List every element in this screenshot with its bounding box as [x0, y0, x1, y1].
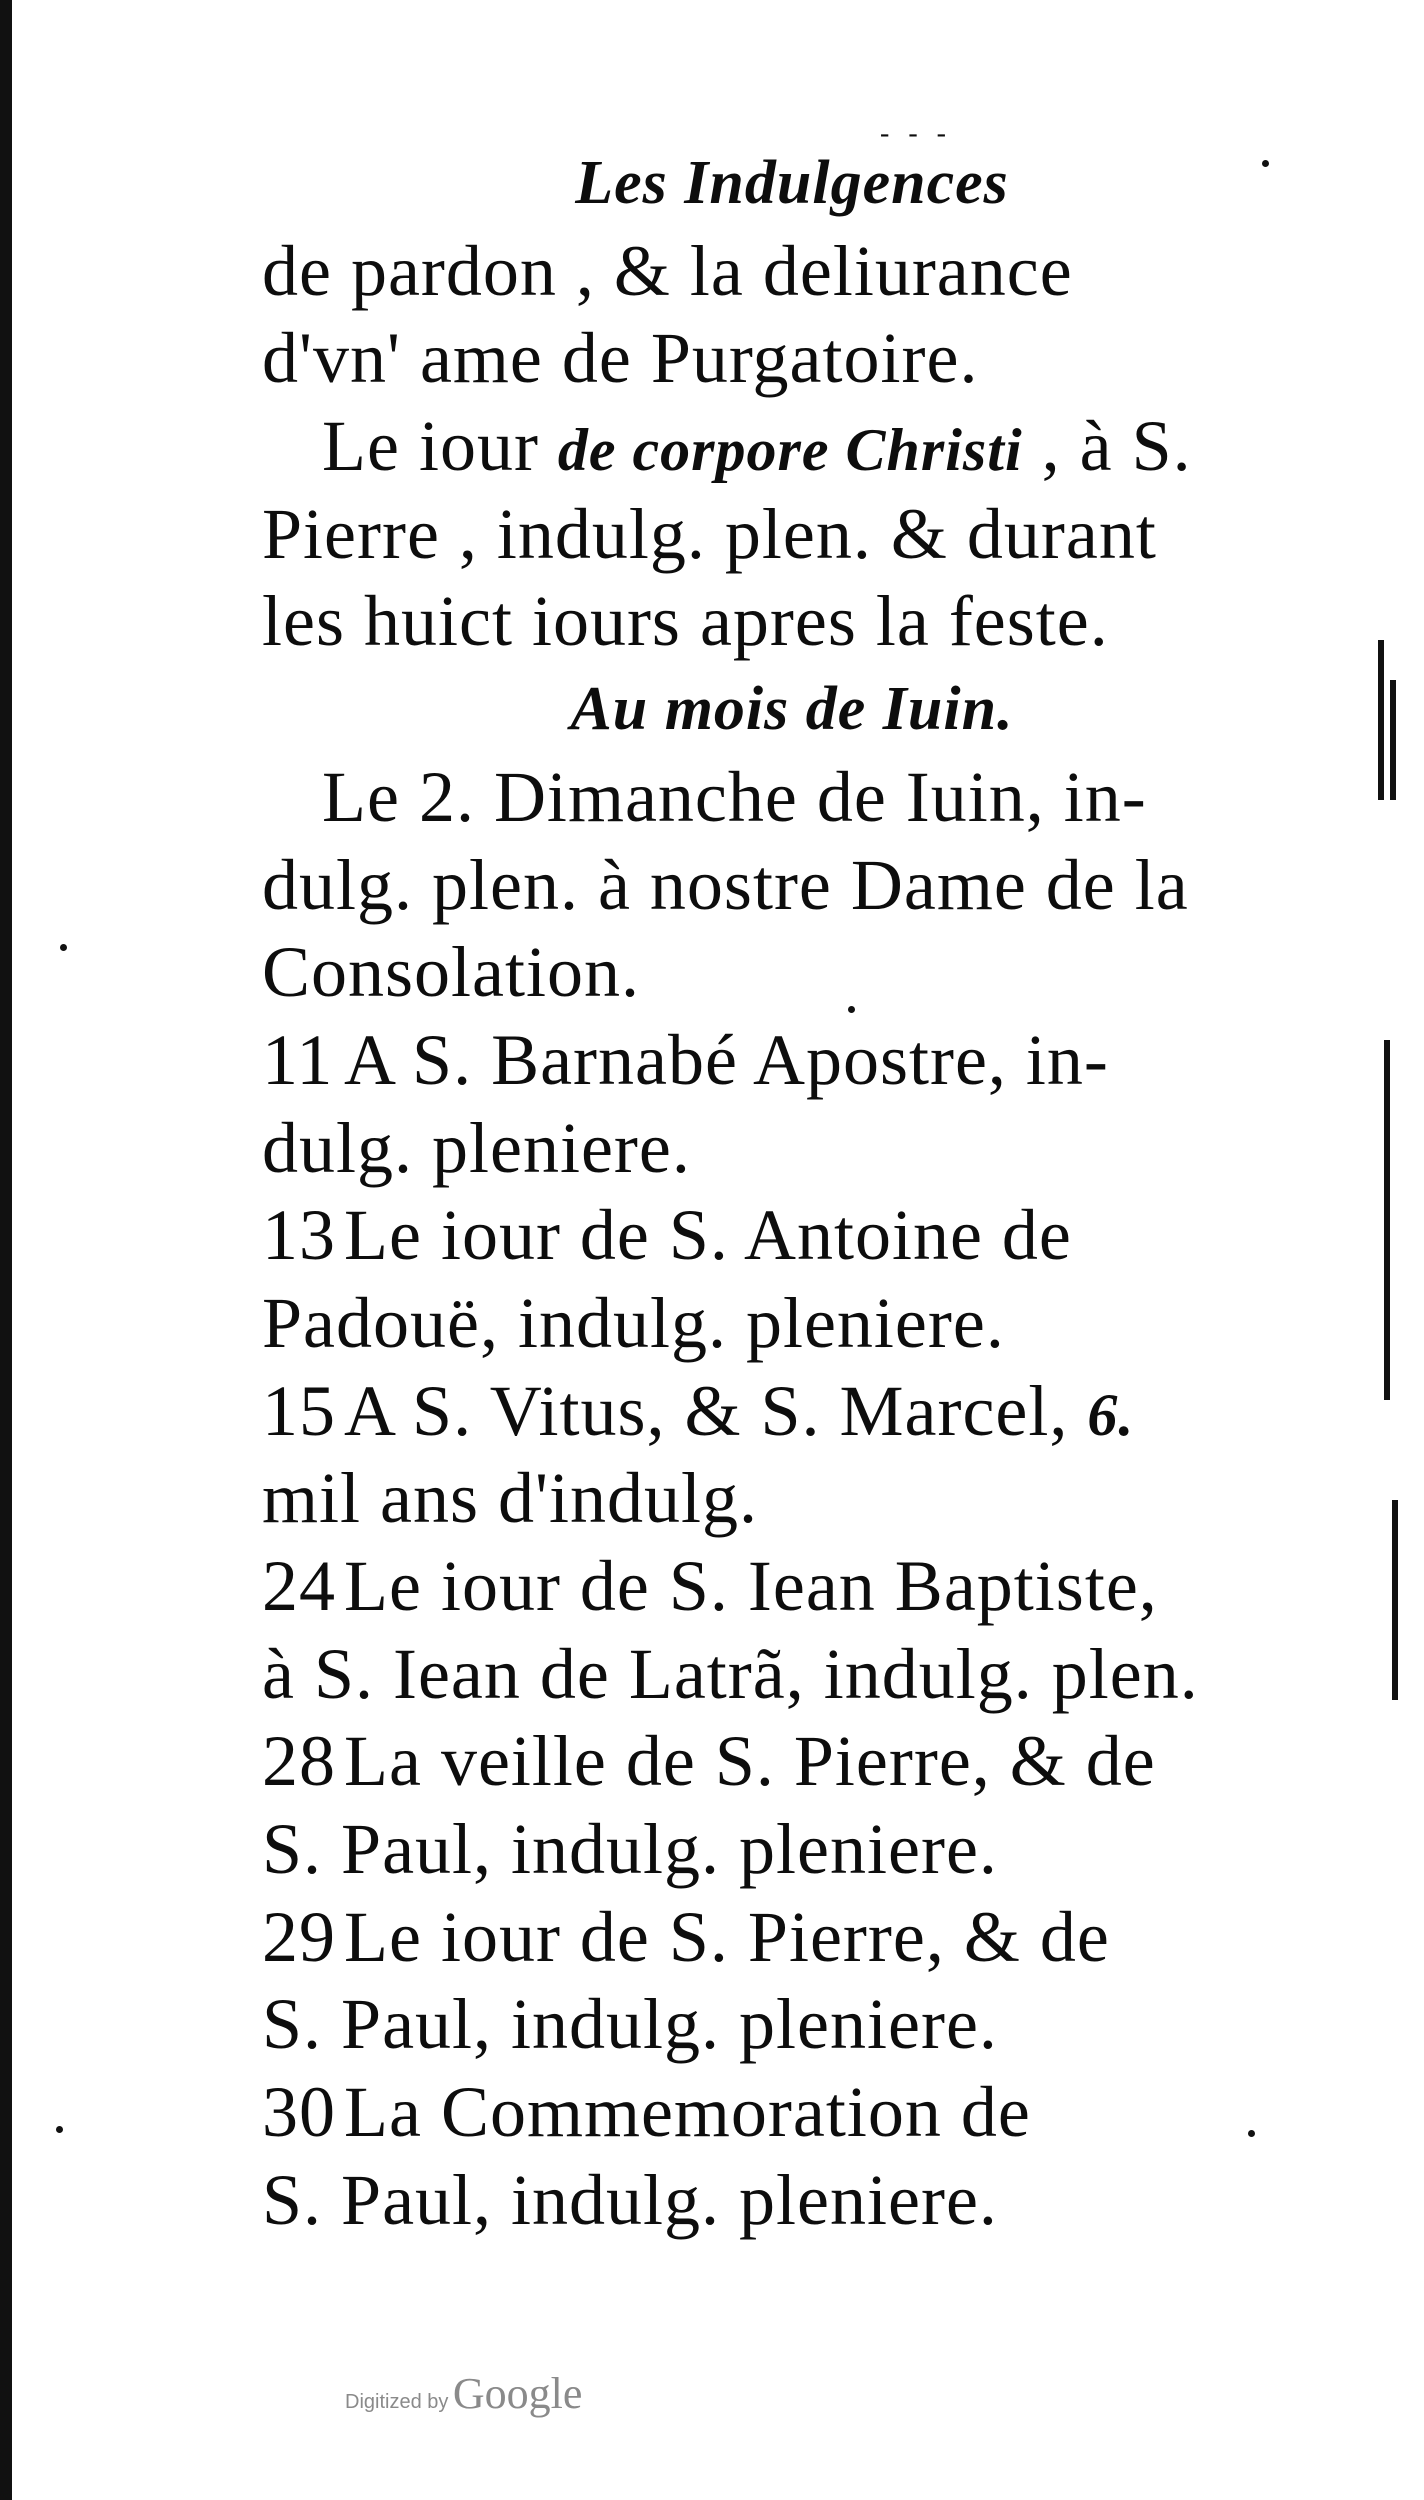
entry-line: dulg. pleniere. — [262, 1107, 691, 1188]
entry-line: dulg. plen. à nostre Dame de la — [262, 844, 1189, 925]
section-heading: Au mois de Iuin. — [570, 675, 1014, 744]
entry-line: S. Paul, indulg. pleniere. — [262, 1984, 998, 2065]
print-marks: - - - — [880, 118, 952, 149]
entry-number: 30 — [262, 2072, 336, 2153]
entry-number: 11 — [262, 1019, 334, 1100]
digitized-by-label: Digitized by — [345, 2391, 449, 2413]
text-line: d'vn' ame de Purgatoire. — [262, 318, 979, 399]
entry-number: 15 — [262, 1370, 336, 1451]
entry-line: mil ans d'indulg. — [262, 1458, 758, 1539]
ink-speck — [56, 2126, 63, 2133]
entry-line: Le 2. Dimanche de Iuin, in- — [322, 756, 1147, 837]
page-text — [262, 140, 1322, 2245]
entry-line: 13 Le iour de S. Antoine de — [262, 1192, 1322, 1280]
entry-line: 24 Le iour de S. Iean Baptiste, — [262, 1543, 1322, 1631]
entry-line: Padouë, indulg. pleniere. — [262, 1282, 1005, 1363]
entry-number: 13 — [262, 1195, 336, 1276]
entry-line: 28 La veille de S. Pierre, & de — [262, 1718, 1322, 1806]
ink-speck — [60, 944, 67, 951]
entry-number: 24 — [262, 1546, 336, 1626]
entry-line: à S. Iean de Latrã, indulg. plen. — [262, 1633, 1199, 1714]
entry-line: S. Paul, indulg. pleniere. — [262, 2159, 998, 2240]
right-edge-bleed — [1368, 620, 1408, 2020]
text-line: Pierre , indulg. plen. & durant — [262, 493, 1157, 574]
entry-line: 29 Le iour de S. Pierre, & de — [262, 1894, 1322, 1982]
text-line: les huict iours apres la feste. — [262, 581, 1109, 662]
entry-line: Consolation. — [262, 932, 641, 1013]
running-head: Les Indulgences — [575, 149, 1009, 217]
text-line: de pardon , & la deliurance — [262, 230, 1073, 311]
entry-line: 11 A S. Barnabé Apostre, in- — [262, 1017, 1322, 1105]
page-edge-shadow — [0, 0, 12, 2500]
entry-line: 15 A S. Vitus, & S. Marcel, 6. — [262, 1368, 1322, 1456]
digitized-by-watermark — [345, 2368, 582, 2419]
entry-number: 29 — [262, 1896, 336, 1977]
google-logo: Google — [452, 2369, 583, 2418]
entry-line: S. Paul, indulg. pleniere. — [262, 1809, 998, 1890]
entry-line: 30 La Commemoration de — [262, 2069, 1322, 2157]
text-line: Le iour de corpore Christi , à S. — [322, 406, 1192, 487]
entry-number: 28 — [262, 1721, 336, 1802]
